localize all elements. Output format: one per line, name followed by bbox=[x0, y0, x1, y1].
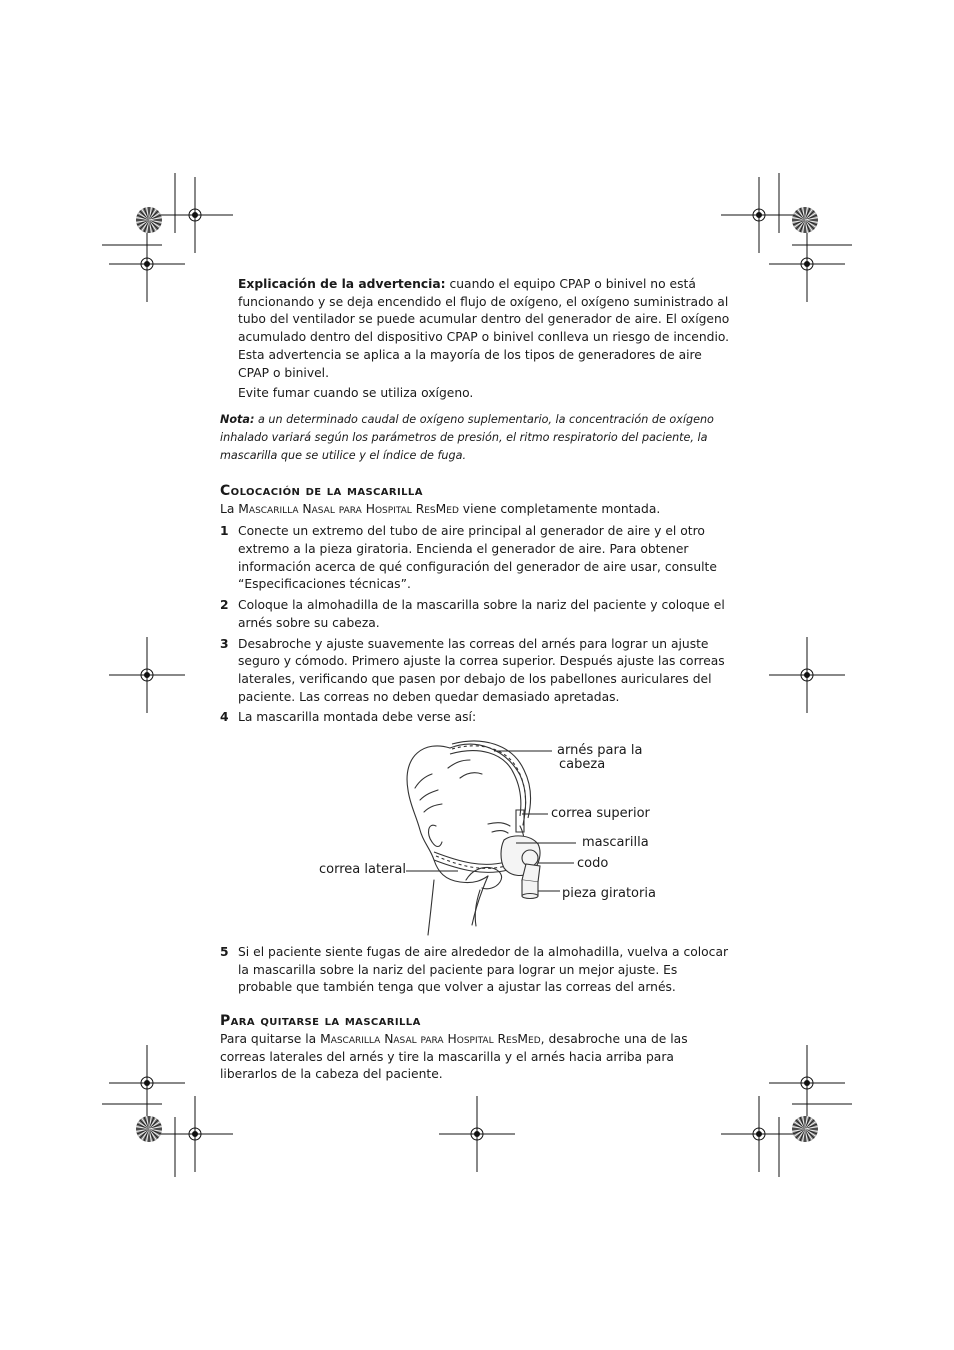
head-mask-drawing bbox=[220, 730, 732, 940]
step-text: Coloque la almohadilla de la mascarilla sobre la nariz del paciente y coloque el arnés sobre su cabeza. bbox=[238, 598, 725, 630]
registration-cross bbox=[157, 177, 233, 253]
removal-text bbox=[220, 1031, 732, 1084]
step-number: 1 bbox=[220, 524, 229, 539]
registration-cross bbox=[109, 637, 185, 713]
registration-cross bbox=[109, 1045, 185, 1121]
registration-cross bbox=[721, 1096, 797, 1172]
step-number: 3 bbox=[220, 636, 229, 651]
section-title-removal: Para quitarse la mascarilla bbox=[220, 1013, 421, 1030]
registration-wheel bbox=[792, 1116, 818, 1142]
label-side-strap: correa lateral bbox=[319, 862, 406, 878]
registration-cross bbox=[109, 226, 185, 302]
warning-explanation-text: cuando el equipo CPAP o binivel no está funcionando y se deja encendido el flujo de oxígeno, el oxígeno suministrado al tubo del ventilador se puede acumular dentro del generador de aire. El oxígeno acumulado dentro del dispositivo CPAP o binivel conlleva un riesgo de incendio. Esta advertencia se aplica a la mayoría de los tipos de generadores de aire CPAP o binivel. bbox=[238, 277, 730, 380]
removal-text-post: , desabroche una de las correas laterales del arnés y tire la mascarilla y el arnés hacia arriba para liberarlos de la cabeza del paciente. bbox=[220, 1031, 688, 1082]
step-item bbox=[220, 523, 732, 594]
step-number: 4 bbox=[220, 710, 229, 725]
step-text: La mascarilla montada debe verse así: bbox=[238, 710, 477, 725]
label-swivel: pieza giratoria bbox=[562, 886, 656, 902]
note bbox=[220, 411, 732, 465]
registration-wheel bbox=[136, 207, 162, 233]
step-text: Conecte un extremo del tubo de aire principal al generador de aire y el otro extremo a la pieza giratoria. Encienda el generador de aire. Para obtener información acerca de qué configuración del generador de aire usar, consulte “Especificaciones técnicas”. bbox=[238, 524, 717, 592]
removal-text-pre: Para quitarse la bbox=[220, 1031, 321, 1046]
fitting-steps bbox=[220, 523, 732, 727]
fitting-step-5 bbox=[220, 944, 732, 997]
label-elbow: codo bbox=[577, 856, 609, 872]
step-item bbox=[220, 709, 732, 727]
mask-illustration bbox=[220, 730, 732, 940]
warning-explanation-label: Explicación de la advertencia: bbox=[238, 277, 446, 291]
registration-cross bbox=[769, 226, 845, 302]
registration-cross bbox=[439, 1096, 515, 1172]
registration-cross bbox=[769, 1045, 845, 1121]
step-item bbox=[220, 597, 732, 632]
registration-wheel bbox=[136, 1116, 162, 1142]
fitting-intro-pre: La bbox=[220, 501, 239, 516]
label-harness-line2: cabeza bbox=[559, 757, 606, 773]
step-item bbox=[220, 636, 732, 707]
step-number: 5 bbox=[220, 945, 229, 960]
warning-explanation bbox=[238, 276, 732, 382]
registration-cross bbox=[157, 1096, 233, 1172]
label-harness-line1: arnés para la bbox=[557, 743, 643, 759]
step-text: Si el paciente siente fugas de aire alrededor de la almohadilla, vuelva a colocar la mascarilla sobre la nariz del paciente para lograr un mejor ajuste. Es probable que también tenga que volver a ajustar las correas del arnés. bbox=[238, 945, 729, 995]
note-text: a un determinado caudal de oxígeno suplementario, la concentración de oxígeno inhalado variará según los parámetros de presión, el ritmo respiratorio del paciente, la mascarilla que se utilice y el índice de fuga. bbox=[220, 412, 714, 462]
step-number: 2 bbox=[220, 598, 229, 613]
label-harness bbox=[557, 744, 642, 772]
page-content bbox=[220, 276, 732, 1084]
fitting-intro bbox=[220, 501, 732, 519]
note-label: Nota: bbox=[220, 412, 255, 426]
label-top-strap: correa superior bbox=[551, 806, 650, 822]
section-title-fitting: Colocación de la mascarilla bbox=[220, 482, 423, 499]
avoid-smoking-text: Evite fumar cuando se utiliza oxígeno. bbox=[238, 386, 474, 401]
registration-cross bbox=[769, 637, 845, 713]
registration-cross bbox=[721, 177, 797, 253]
step-text: Desabroche y ajuste suavemente las correas del arnés para lograr un ajuste seguro y cómodo. Primero ajuste la correa superior. Después ajuste las correas laterales, verificando que pasen por debajo de los pabellones auriculares del paciente. Las correas no deben quedar demasiado apretadas. bbox=[238, 636, 725, 704]
fitting-intro-post: viene completamente montada. bbox=[458, 501, 661, 516]
registration-wheel bbox=[792, 207, 818, 233]
label-mask: mascarilla bbox=[582, 835, 649, 851]
step-item bbox=[220, 944, 732, 997]
product-name: Mascarilla Nasal para Hospital ResMed bbox=[320, 1031, 541, 1046]
product-name: Mascarilla Nasal para Hospital ResMed bbox=[238, 501, 459, 516]
